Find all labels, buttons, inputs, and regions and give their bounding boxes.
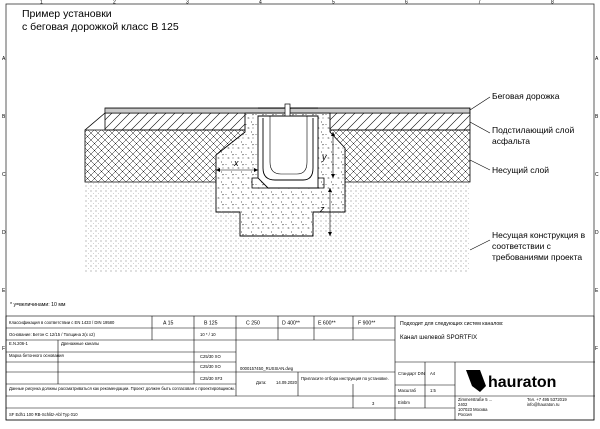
border-mark-right-a: A (595, 56, 599, 62)
border-mark-left-f: F (2, 346, 6, 352)
drawing-title-line1: Пример установки (22, 8, 112, 20)
tb-base-value: 10 * / 10 (200, 332, 216, 337)
tb-class-b125: B 125 (204, 320, 218, 327)
drain-channel (258, 116, 318, 188)
label-asphalt-line1: Подстилающий слой (492, 125, 575, 135)
border-mark-left-c: C (2, 172, 6, 178)
dimension-z-label: z (320, 204, 325, 214)
tb-address-1: Zimmerstraße 5 ... (458, 397, 493, 402)
border-marks-top (40, 0, 554, 6)
label-subgrade-line3: требованиями проекта (492, 252, 583, 262)
border-mark-left-e: E (2, 288, 6, 294)
title-block-text (9, 320, 503, 417)
dimension-y-label: y (322, 152, 327, 162)
tb-drawing-number: 0000157450_RUSSIAN.dwg (240, 366, 294, 371)
tb-en-code: E.N.206-1 (9, 341, 28, 346)
border-mark-top-8: 8 (551, 0, 554, 6)
tb-concrete-3: C25/30 XF3 (200, 376, 223, 381)
tb-address-2: 2402 (458, 402, 468, 407)
tb-class-c250: C 250 (246, 320, 260, 327)
brand-name: hauraton (488, 374, 557, 391)
tb-revision: 3 (372, 401, 375, 406)
border-mark-right-f: F (595, 346, 599, 352)
border-mark-left-b: B (2, 114, 6, 120)
label-base-layer: Несущий слой (492, 165, 549, 175)
label-subgrade-line1: Несущая конструкция в (492, 230, 586, 240)
tb-scale: 1:5 (430, 388, 436, 393)
tb-base-label: Основание: Бетон С 12/15 / Толщина 2(x x2) (9, 332, 95, 337)
tb-scale-label: Масштаб (398, 388, 416, 393)
label-asphalt-line2: асфальта (492, 136, 530, 146)
tb-footer-code: SF Edh1 100 RB-Schlitz-Abl Typ 010 (9, 412, 78, 417)
tb-paper-size: A4 (430, 371, 436, 376)
border-mark-left-d: D (2, 230, 6, 236)
border-mark-top-3: 3 (186, 0, 189, 6)
border-mark-right-d: D (595, 230, 599, 236)
label-subgrade-line2: соответствии с (492, 241, 551, 251)
tb-class-d400: D 400** (282, 320, 300, 327)
tb-date-label: Дата: (256, 380, 267, 385)
border-mark-top-5: 5 (332, 0, 335, 6)
tb-drain-channels: Дренажные каналы (61, 341, 100, 346)
tb-address-4: Россия (458, 412, 472, 417)
border-mark-top-4: 4 (259, 0, 262, 6)
tb-concrete-grade-label: Марка бетонного основания (9, 353, 64, 358)
border-mark-right-c: C (595, 172, 599, 178)
tb-class-a15: A 15 (163, 320, 174, 327)
contact-info (458, 397, 567, 417)
border-mark-right-b: B (595, 114, 599, 120)
label-running-track: Беговая дорожка (492, 91, 560, 101)
border-marks-right (595, 56, 599, 352)
tb-concrete-2: C25/30 XO (200, 364, 221, 369)
border-mark-right-e: E (595, 288, 599, 294)
border-marks-left (2, 56, 6, 352)
tb-classification-label: Классификация в соответствии с EN 1433 / DIN 19580 (9, 320, 115, 325)
tb-date: 14.09.2020 (276, 380, 297, 385)
tb-class-f900: F 900** (358, 320, 376, 327)
dimension-x-label: x (234, 158, 239, 168)
tb-product: Канал шелевой SPORTFIX (400, 334, 478, 341)
tb-units: Einbm (398, 400, 410, 405)
tb-email: info@hauraton.ru (527, 402, 560, 407)
tb-phone: Тел. +7 495 5372019 (527, 397, 567, 402)
cross-section (85, 97, 490, 273)
hauraton-logo (466, 370, 556, 392)
tb-class-e600: E 600** (318, 320, 336, 327)
channel-slot (285, 104, 290, 116)
tb-suitable-label: Подходит для следующих систем каналов: (400, 321, 504, 327)
tb-standard-label: Стандарт DIN (398, 371, 425, 376)
border-mark-top-1: 1 (40, 0, 43, 6)
border-mark-top-7: 7 (478, 0, 481, 6)
footnote: * y=величинами: 10 мм (10, 302, 66, 308)
border-mark-top-2: 2 (113, 0, 116, 6)
tb-address-3: 107023 Москва (458, 407, 488, 412)
tb-description: Пригласите отбора инструкция по установке. (301, 376, 389, 381)
drawing-title-line2: с беговая дорожкой класс B 125 (22, 21, 179, 33)
tb-concrete-1: C25/30 XO (200, 354, 221, 359)
border-mark-left-a: A (2, 56, 6, 62)
border-mark-top-6: 6 (405, 0, 408, 6)
tb-notes: Данные рисунка должны рассматриваться как рекомендации. Проект должен быть согласован с проектировщиком. (9, 386, 235, 391)
